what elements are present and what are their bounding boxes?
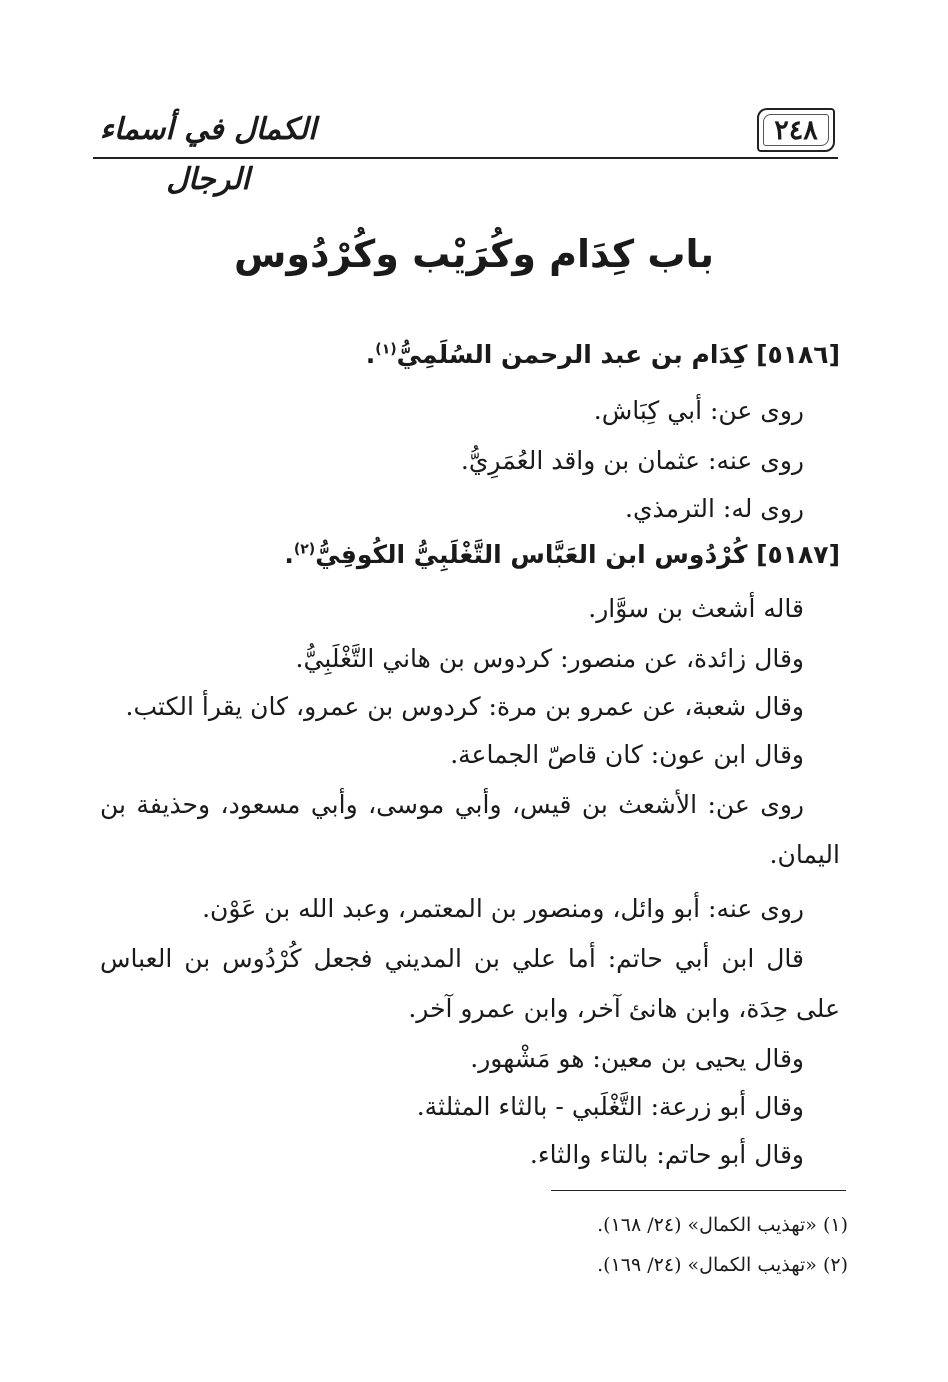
entry-line: روى عن: الأشعث بن قيس، وأبي موسى، وأبي مسعود، وحذيفة بن bbox=[100, 790, 804, 819]
footnote-ref: (٢) bbox=[293, 541, 316, 558]
entry-line: وقال أبو حاتم: بالتاء والثاء. bbox=[529, 1140, 804, 1169]
entry-line: اليمان. bbox=[769, 840, 840, 869]
entry-line: على حِدَة، وابن هانئ آخر، وابن عمرو آخر. bbox=[408, 994, 840, 1023]
entry-line: وقال أبو زرعة: التَّغْلَبي - بالثاء المثلثة. bbox=[416, 1092, 804, 1121]
header-rule bbox=[93, 157, 838, 159]
entry-line: روى عنه: عثمان بن واقد العُمَرِيُّ. bbox=[460, 446, 804, 475]
footnote: (٢) «تهذيب الكمال» (٢٤/ ١٦٩). bbox=[597, 1254, 848, 1276]
entry-heading: [٥١٨٦] كِدَام بن عبد الرحمن السُلَمِيُّ$^{(١)}$. bbox=[365, 340, 840, 369]
entry-line: قال ابن أبي حاتم: أما علي بن المديني فجعل كُرْدُوس بن العباس bbox=[100, 944, 804, 973]
footnote-rule bbox=[551, 1190, 846, 1191]
chapter-title: باب كِدَام وكُرَيْب وكُرْدُوس bbox=[233, 232, 715, 276]
entry-line: وقال شعبة، عن عمرو بن مرة: كردوس بن عمرو، كان يقرأ الكتب. bbox=[125, 692, 804, 721]
entry-line: قاله أشعث بن سوَّار. bbox=[588, 594, 804, 623]
entry-line: روى عنه: أبو وائل، ومنصور بن المعتمر، وعبد الله بن عَوْن. bbox=[202, 894, 804, 923]
entry-heading: [٥١٨٧] كُرْدُوس ابن العَبَّاس التَّغْلَبِيُّ الكُوفِيُّ$^{(٢)}$. bbox=[284, 540, 840, 569]
footnote-ref: (١) bbox=[375, 341, 397, 358]
entry-line: وقال ابن عون: كان قاصّ الجماعة. bbox=[450, 740, 804, 769]
entry-line: روى عن: أبي كِبَاش. bbox=[593, 396, 804, 425]
entry-line: وقال يحيى بن معين: هو مَشْهور. bbox=[470, 1044, 804, 1073]
footnote: (١) «تهذيب الكمال» (٢٤/ ١٦٨). bbox=[597, 1214, 848, 1236]
page-number: ٢٤٨ bbox=[774, 114, 818, 146]
page-number-box bbox=[757, 108, 835, 152]
entry-line: روى له: الترمذي. bbox=[625, 494, 804, 523]
running-title: الكمال في أسماء الرجال bbox=[99, 112, 317, 197]
entry-line: وقال زائدة، عن منصور: كردوس بن هاني التَّغْلَبِيُّ. bbox=[295, 644, 804, 673]
